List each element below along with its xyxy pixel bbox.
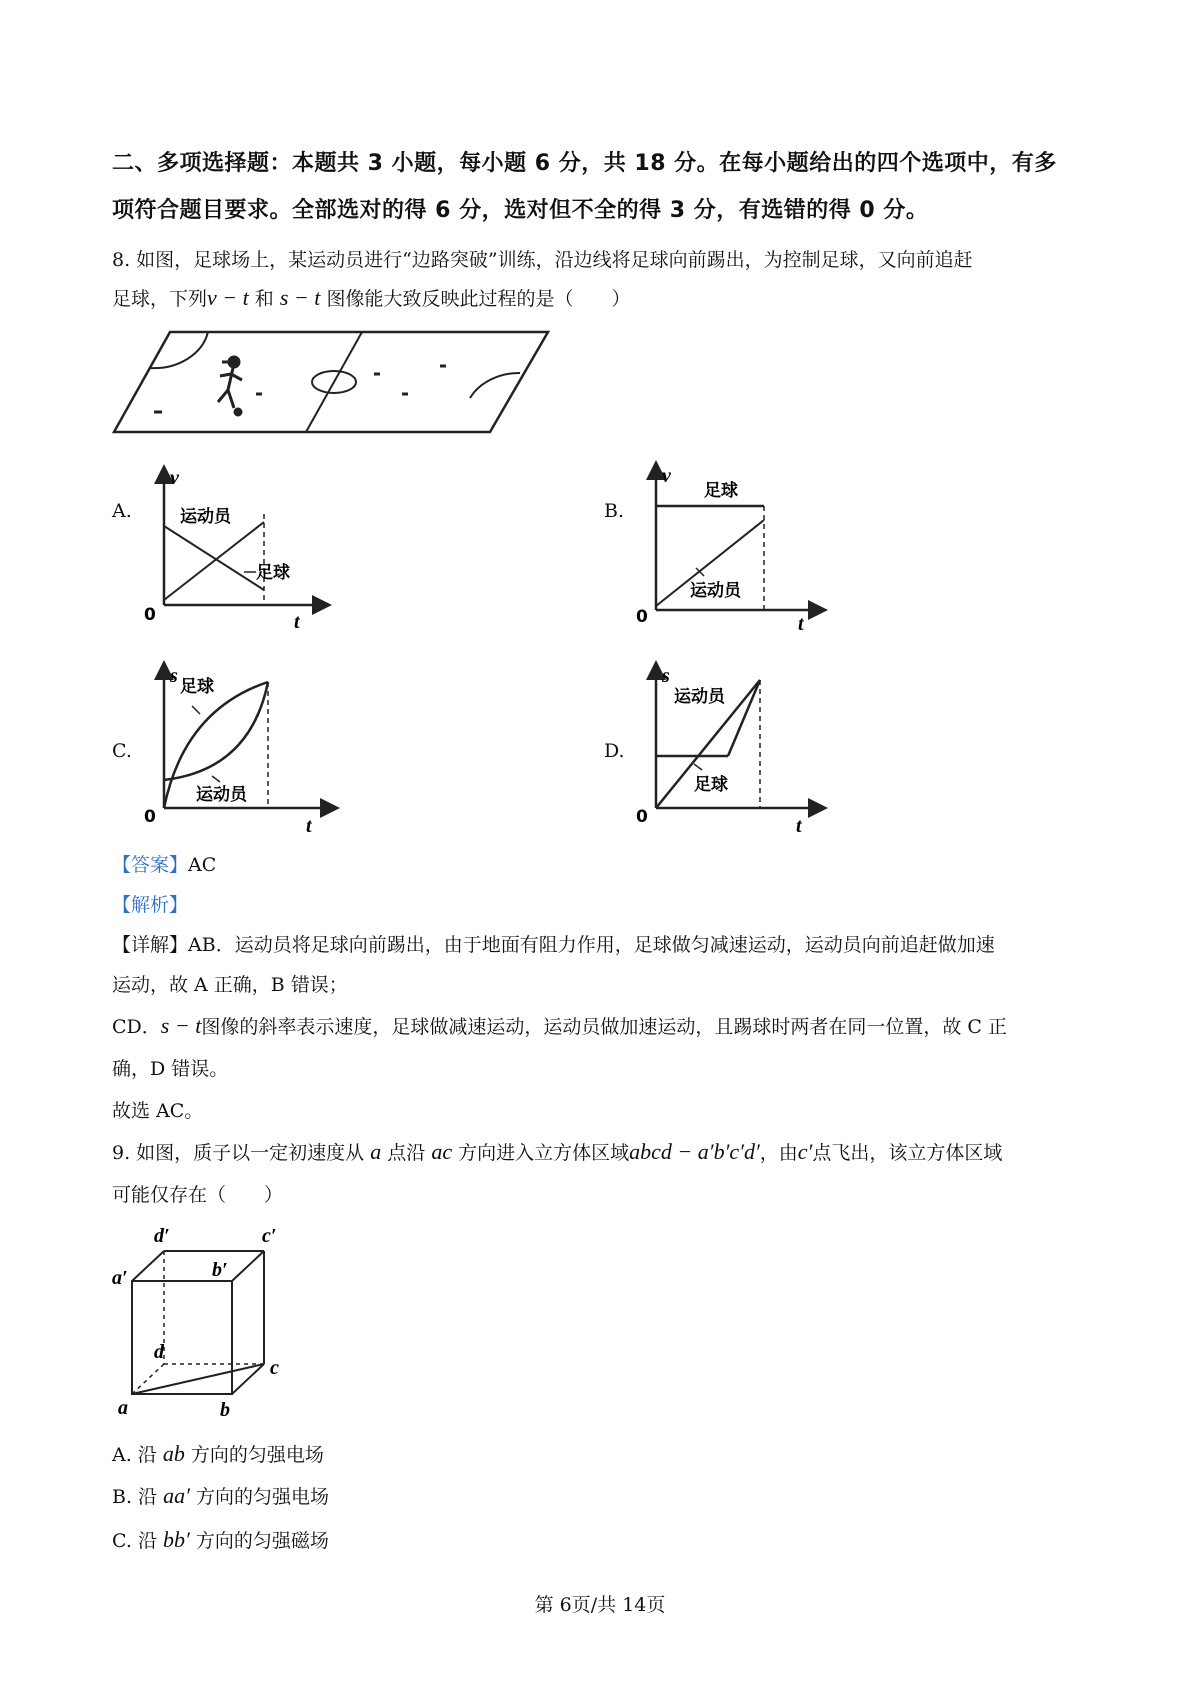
q9-stem-line2: 可能仅存在（ ） (112, 1184, 284, 1206)
cube-label-d1: d′ (154, 1226, 170, 1247)
q9-text-d: ，由 (759, 1142, 798, 1164)
graph-a-origin: 0 (144, 605, 156, 625)
graph-a-athlete-line (164, 522, 264, 600)
q8-option-d-label[interactable]: D. (604, 740, 625, 762)
detail-tag: 【详解】 (112, 934, 189, 956)
graph-a-ball-label: 足球 (256, 563, 290, 583)
cube-edge-b1c1 (232, 1251, 264, 1281)
q8-answer-line (112, 850, 216, 877)
q8-conclusion: 故选 AC。 (112, 1100, 204, 1122)
detail-line3-text: 图像的斜率表示速度，足球做减速运动，运动员做加速运动，且踢球时两者在同一位置，故 C 正 (201, 1016, 1007, 1038)
q8-vt-symbol: v − t (207, 285, 249, 310)
field-marks (154, 362, 446, 412)
graph-a-v-label: v (170, 467, 179, 489)
q9-option-b-dir: aa′ (163, 1483, 190, 1508)
q9-exit-point: c′ (797, 1139, 813, 1164)
cube-label-b1: b′ (212, 1259, 228, 1281)
graph-b-ball-label: 足球 (704, 481, 738, 501)
graph-d-t-label: t (796, 815, 802, 837)
q8-stem-line2 (112, 284, 630, 311)
graph-c-athlete-label: 运动员 (196, 785, 247, 805)
q9-region: abcd − a′b′c′d′ (629, 1139, 760, 1164)
graph-c-athlete-pointer (212, 776, 220, 782)
q9-option-c-prefix: C. 沿 (112, 1530, 157, 1552)
q9-option-b-text: 方向的匀强电场 (195, 1486, 329, 1508)
page-footer: 第 6页/共 14页 (534, 1594, 666, 1616)
q8-st-symbol: s − t (279, 285, 321, 310)
cube-label-d: d (154, 1341, 164, 1363)
q9-option-a-prefix: A. 沿 (112, 1444, 157, 1466)
cube-label-b: b (220, 1399, 230, 1421)
cube-edge-a1d1 (132, 1251, 164, 1281)
cube-label-a: a (118, 1397, 128, 1419)
q8-stem-line1: 8. 如图，足球场上，某运动员进行“边路突破”训练，沿边线将足球向前踢出，为控制足球，又向前追赶 (112, 249, 973, 271)
cube-label-a1: a′ (112, 1267, 128, 1289)
graph-b-v-label: v (662, 465, 671, 487)
q9-ac: ac (431, 1139, 453, 1164)
graph-d-athlete-label: 运动员 (674, 687, 725, 707)
section-header-line2: 项符合题目要求。全部选对的得 6 分，选对但不全的得 3 分，有选错的得 0 分。 (112, 198, 929, 223)
detail-line1-text: AB．运动员将足球向前踢出，由于地面有阻力作用，足球做匀减速运动，运动员向前追赶做加速 (188, 934, 995, 956)
q9-text-a: 9. 如图，质子以一定初速度从 (112, 1142, 365, 1164)
q9-option-c-text: 方向的匀强磁场 (195, 1530, 329, 1552)
q9-option-b-prefix: B. 沿 (112, 1486, 158, 1508)
graph-c-ball-pointer (192, 706, 200, 714)
graph-c (140, 660, 340, 838)
soccer-field-figure (110, 328, 560, 438)
q8-stem-line2-text-b: 图像能大致反映此过程的是（ ） (326, 288, 631, 310)
q9-point-a: a (370, 1139, 382, 1164)
cube-figure (112, 1226, 302, 1426)
q8-option-b-label[interactable]: B. (604, 500, 625, 522)
q8-option-a-label[interactable]: A. (112, 500, 132, 522)
graph-d-origin: 0 (636, 807, 648, 827)
answer-tag: 【答案】 (112, 854, 189, 876)
answer-value: AC (188, 854, 217, 876)
graph-a-ball-line (164, 526, 264, 590)
graph-d-ball-pointer (694, 764, 702, 770)
q9-text-e: 点飞出，该立方体区域 (812, 1142, 1003, 1164)
q9-option-c[interactable] (112, 1526, 329, 1553)
detail-line3-st: s − t (160, 1013, 202, 1038)
graph-c-s-label: s (170, 665, 178, 687)
q8-and: 和 (254, 288, 274, 310)
q8-stem-line2-text-a: 足球，下列 (112, 288, 208, 310)
graph-c-t-label: t (306, 815, 312, 837)
graph-d-ball-rise (728, 680, 760, 756)
q9-option-c-dir: bb′ (163, 1527, 190, 1552)
q9-text-b: 点沿 (387, 1142, 426, 1164)
field-outline (114, 332, 548, 432)
q8-option-c-label[interactable]: C. (112, 740, 132, 762)
cube-label-c1: c′ (262, 1226, 277, 1247)
graph-d-ball-label: 足球 (694, 775, 728, 795)
graph-a (140, 460, 340, 638)
q9-option-a-text: 方向的匀强电场 (190, 1444, 324, 1466)
detail-line1 (112, 930, 995, 957)
graph-c-ball-label: 足球 (180, 677, 214, 697)
cube-label-c: c (270, 1357, 279, 1379)
graph-d-s-label: s (662, 665, 670, 687)
q9-stem-line1 (112, 1138, 1002, 1165)
analysis-tag: 【解析】 (112, 894, 189, 916)
graph-b-t-label: t (798, 613, 804, 635)
graph-b (632, 460, 832, 638)
detail-line2: 运动，故 A 正确，B 错误； (112, 974, 348, 996)
field-center-line (306, 332, 362, 432)
detail-line3-prefix: CD． (112, 1016, 161, 1038)
detail-line4: 确，D 错误。 (112, 1058, 229, 1080)
player-figure (218, 357, 242, 415)
graph-b-origin: 0 (636, 607, 648, 627)
graph-a-t-label: t (294, 611, 300, 633)
graph-b-athlete-label: 运动员 (690, 581, 741, 601)
q9-option-a-dir: ab (162, 1441, 185, 1466)
cube-diagonal-ac (132, 1364, 264, 1394)
detail-line3 (112, 1012, 1007, 1039)
q9-option-a[interactable] (112, 1440, 324, 1467)
q9-text-c: 方向进入立方体区域 (458, 1142, 630, 1164)
graph-a-athlete-label: 运动员 (180, 507, 231, 527)
section-header-line1: 二、多项选择题：本题共 3 小题，每小题 6 分，共 18 分。在每小题给出的四个选项中，有多 (112, 151, 1057, 176)
graph-c-origin: 0 (144, 807, 156, 827)
graph-d (632, 660, 832, 838)
q9-option-b[interactable] (112, 1482, 329, 1509)
cube-front-face (132, 1281, 232, 1394)
